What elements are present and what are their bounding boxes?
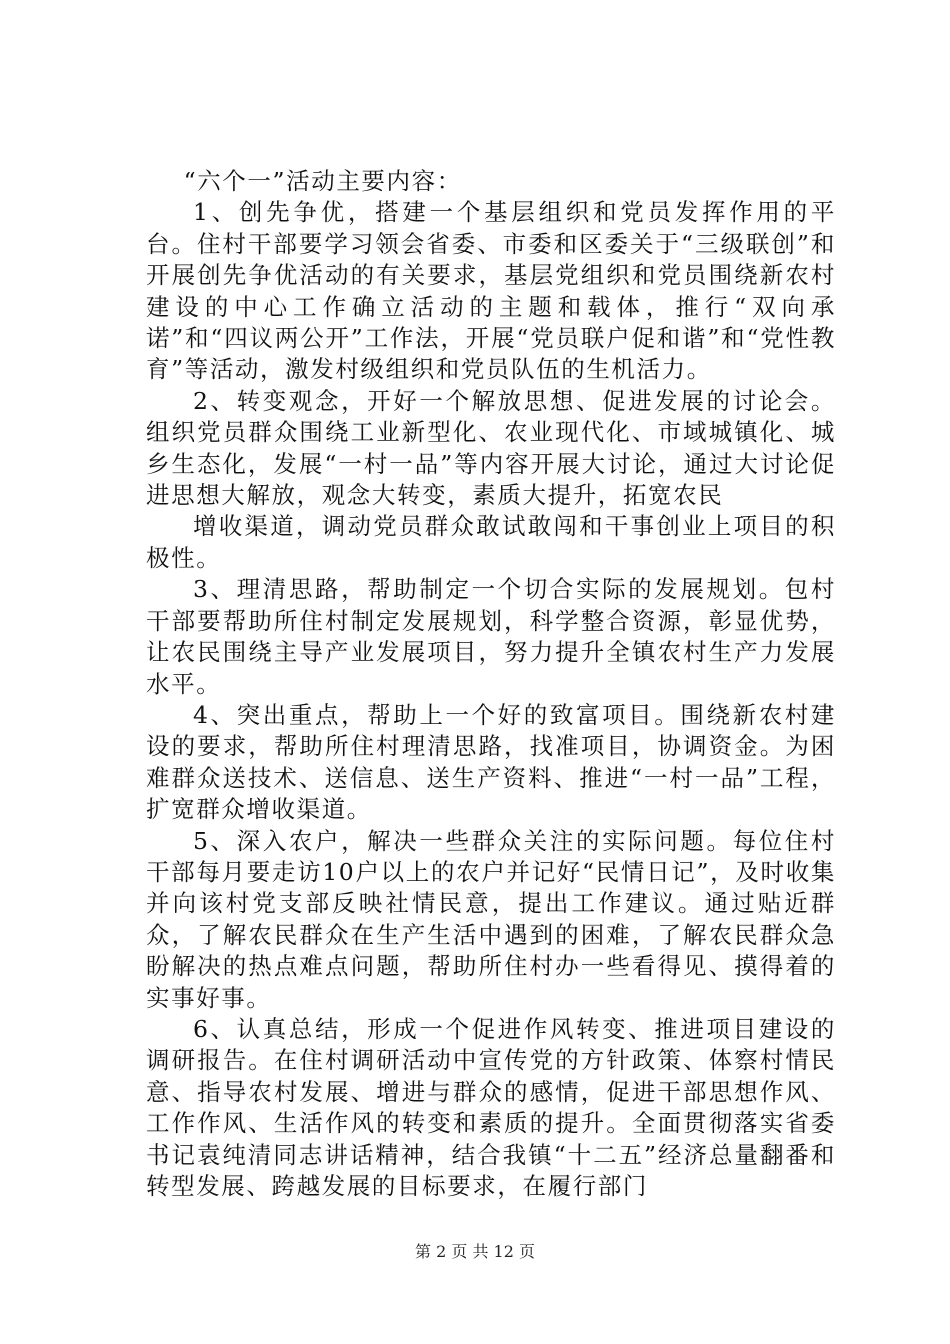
paragraph-1: 1、创先争优，搭建一个基层组织和党员发挥作用的平台。住村干部要学习领会省委、市委和区委关于“三级联创”和开展创先争优活动的有关要求，基层党组织和党员围绕新农村建设的中心工作确立活动的主题和载体，推行“双向承诺”和“四议两公开”工作法，开展“党员联户促和谐”和“党性教育”等活动，激发村级组织和党员队伍的生机活力。: [146, 198, 836, 384]
document-body: [146, 166, 836, 1202]
paragraph-6: 6、认真总结，形成一个促进作风转变、推进项目建设的调研报告。在住村调研活动中宣传党的方针政策、体察村情民意、指导农村发展、增进与群众的感情，促进干部思想作风、工作作风、生活作风的转变和素质的提升。全面贯彻落实省委书记袁纯清同志讲话精神，结合我镇“十二五”经济总量翻番和转型发展、跨越发展的目标要求，在履行部门: [146, 1014, 836, 1200]
paragraph-2: 2、转变观念，开好一个解放思想、促进发展的讨论会。组织党员群众围绕工业新型化、农业现代化、市域城镇化、城乡生态化，发展“一村一品”等内容开展大讨论，通过大讨论促进思想大解放，观念大转变，素质大提升，拓宽农民: [146, 386, 836, 510]
paragraph-2-continued: 增收渠道，调动党员群众敢试敢闯和干事创业上项目的积极性。: [146, 512, 836, 572]
page-number-footer: 第 2 页 共 12 页: [415, 1242, 535, 1261]
section-heading: “六个一”活动主要内容：: [183, 167, 462, 195]
paragraph-4: 4、突出重点，帮助上一个好的致富项目。围绕新农村建设的要求，帮助所住村理清思路，找准项目，协调资金。为困难群众送技术、送信息、送生产资料、推进“一村一品”工程，扩宽群众增收渠道。: [146, 700, 836, 824]
paragraph-3: 3、理清思路，帮助制定一个切合实际的发展规划。包村干部要帮助所住村制定发展规划，科学整合资源，彰显优势，让农民围绕主导产业发展项目，努力提升全镇农村生产力发展水平。: [146, 575, 836, 698]
paragraph-5: 5、深入农户，解决一些群众关注的实际问题。每位住村干部每月要走访10户以上的农户并记好“民情日记”，及时收集并向该村党支部反映社情民意，提出工作建议。通过贴近群众，了解农民群众在生产生活中遇到的困难，了解农民群众急盼解决的热点难点问题，帮助所住村办一些看得见、摸得着的实事好事。: [146, 826, 836, 1012]
